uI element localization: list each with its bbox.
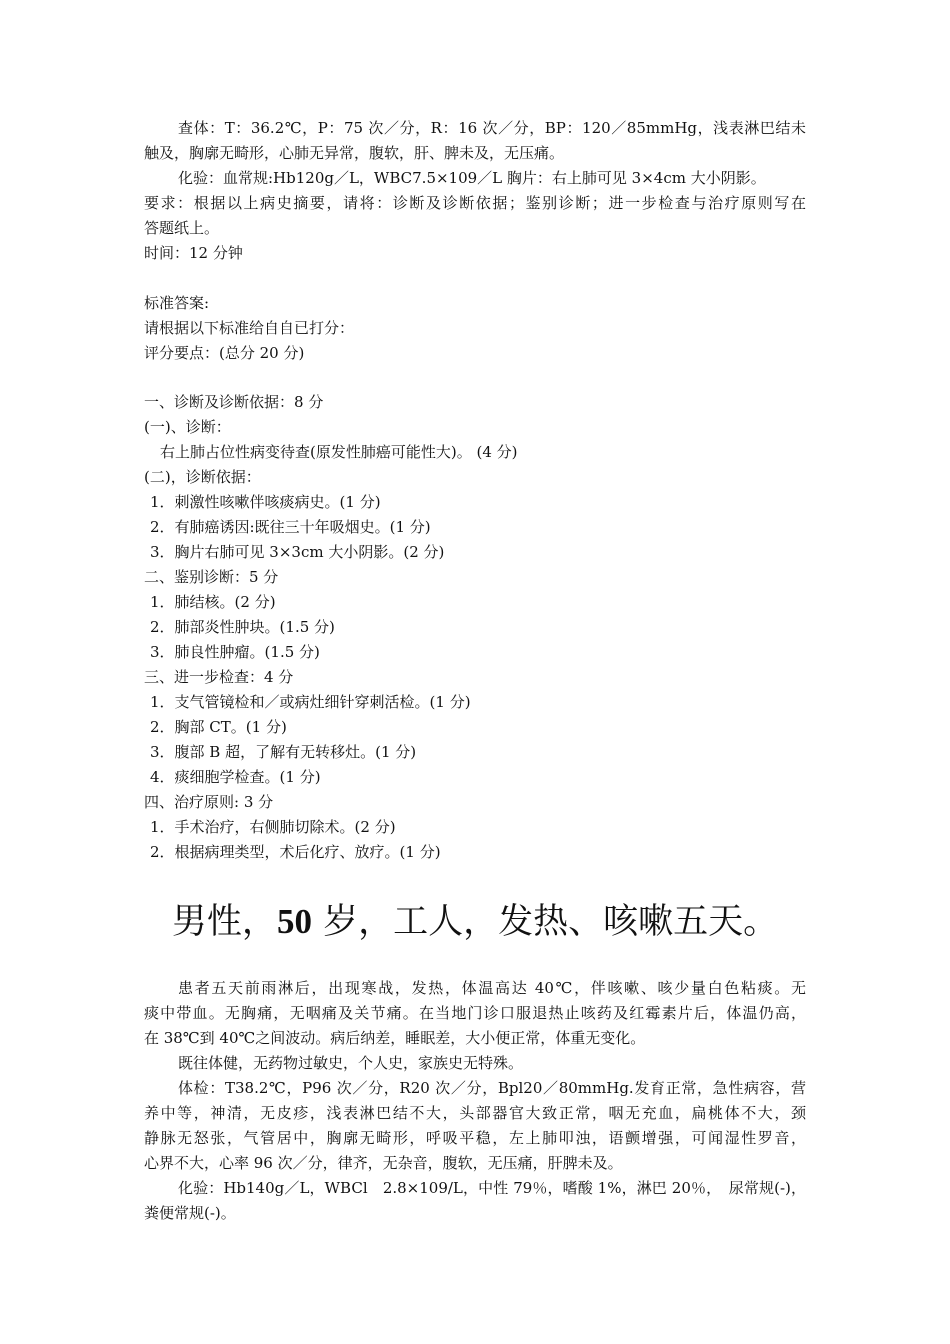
case-title-part-a: 男性， [171,902,277,942]
past-history: 既往体健，无药物过敏史，个人史，家族史无特殊。 [178,1054,524,1072]
section-heading: 一、诊断及诊断依据：8 分 [144,393,324,411]
physical-exam-line-2: 养中等，神清，无皮疹，浅表淋巴结不大，头部器官大致正常，咽无充血，扁桃体不大，颈 [144,1104,806,1122]
physical-exam-line-1: 体检：T38.2℃，P96 次／分，R20 次／分，Bpl20／80mmHg.发育正常，急性病容，营 [178,1079,806,1097]
answer-header: 标准答案: [144,294,210,312]
history-line-3: 在 38℃到 40℃之间波动。病后纳差，睡眠差，大小便正常，体重无变化。 [144,1029,646,1047]
list-item: 2．肺部炎性肿块。(1.5 分) [150,618,335,636]
list-item: 2．根据病理类型，术后化疗、放疗。(1 分) [150,843,441,861]
time-limit: 时间：12 分钟 [144,244,243,262]
lab-text-line: 化验：血常规:Hb120g／L，WBC7.5×109／L 胸片：右上肺可见 3×4cm 大小阴影。 [178,169,766,187]
section-heading: 二、鉴别诊断：5 分 [144,568,279,586]
list-item: 1．肺结核。(2 分) [150,593,276,611]
list-item: 1．手术治疗，右侧肺切除术。(2 分) [150,818,396,836]
physical-exam-line-3: 静脉无怒张，气管居中，胸廓无畸形，呼吸平稳，左上肺叩浊，语颤增强，可闻湿性罗音， [144,1129,806,1147]
list-item: 1．支气管镜检和／或病灶细针穿刺活检。(1 分) [150,693,471,711]
list-item: 4．痰细胞学检查。(1 分) [150,768,321,786]
case-title-part-c: 岁，工人，发热、咳嗽五天。 [311,902,779,942]
subsection-heading: (一)、诊断： [144,418,231,436]
list-item: 3．腹部 B 超，了解有无转移灶。(1 分) [150,743,417,761]
list-item: 2．胸部 CT。(1 分) [150,718,287,736]
scoring-summary: 评分要点：(总分 20 分) [144,344,305,362]
lab-results-line-1: 化验：Hb140g／L，WBCl 2.8×109/L，中性 79％，嗜酸 1%，淋巴 20％， 尿常规(-)， [178,1179,806,1197]
history-line-1: 患者五天前雨淋后，出现寒战，发热，体温高达 40℃，伴咳嗽、咳少量白色粘痰。无 [178,979,806,997]
list-item: 2．有肺癌诱因:既往三十年吸烟史。(1 分) [150,518,431,536]
answer-instruction: 请根据以下标准给自自已打分： [144,319,355,337]
section-heading: 三、进一步检查：4 分 [144,668,294,686]
list-item: 1．刺激性咳嗽伴咳痰病史。(1 分) [150,493,381,511]
requirement-line-1: 要求：根据以上病史摘要，请将：诊断及诊断依据；鉴别诊断；进一步检查与治疗原则写在 [144,194,806,212]
list-item: 3．胸片右肺可见 3×3cm 大小阴影。(2 分) [150,543,445,561]
case-title-age: 50 [276,902,312,941]
physical-exam-line-4: 心界不大，心率 96 次／分，律齐，无杂音，腹软，无压痛，肝脾未及。 [144,1154,623,1172]
section-heading: 四、治疗原则: 3 分 [144,793,274,811]
list-item: 3．肺良性肿瘤。(1.5 分) [150,643,320,661]
lab-results-line-2: 粪便常规(-)。 [144,1204,236,1222]
history-line-2: 痰中带血。无胸痛，无咽痛及关节痛。在当地门诊口服退热止咳药及红霉素片后，体温仍高， [144,1004,806,1022]
case-title [144,900,806,944]
diagnosis-text: 右上肺占位性病变待查(原发性肺癌可能性大)。 (4 分) [160,443,518,461]
exam-text-line-2: 触及，胸廓无畸形，心肺无异常，腹软，肝、脾未及，无压痛。 [144,144,565,162]
subsection-heading: (二)，诊断依据： [144,468,261,486]
exam-text-line-1: 查体：T：36.2℃，P：75 次／分，R：16 次／分，BP：120／85mmHg，浅表淋巴结未 [178,119,806,137]
requirement-line-2: 答题纸上。 [144,219,220,237]
